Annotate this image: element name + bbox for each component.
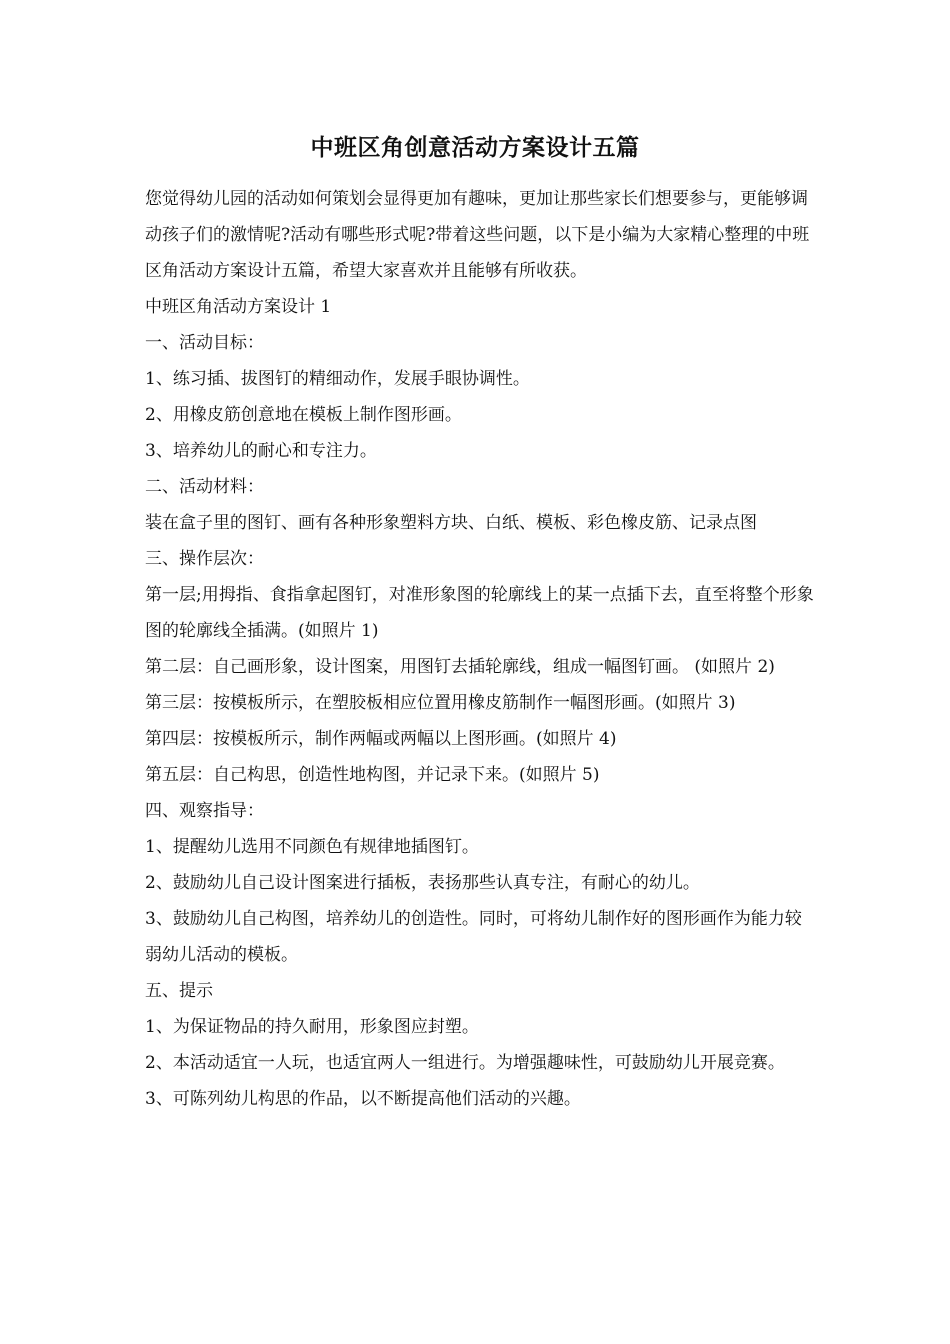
heading-observation-guidance: 四、观察指导： xyxy=(145,801,264,821)
heading-activity-goals: 一、活动目标： xyxy=(145,333,264,353)
intro-paragraph: 您觉得幼儿园的活动如何策划会显得更加有趣味，更加让那些家长们想要参与，更能够调动孩子们的激情呢?活动有哪些形式呢?带着这些问题，以下是小编为大家精心整理的中班区角活动方案设计五篇，希望大家喜欢并且能够有所收获。 xyxy=(145,189,810,281)
tip-item-2: 2、本活动适宜一人玩，也适宜两人一组进行。为增强趣味性，可鼓励幼儿开展竞赛。 xyxy=(145,1053,785,1073)
document-title: 中班区角创意活动方案设计五篇 xyxy=(310,134,640,161)
goal-item-1: 1、练习插、拔图钉的精细动作，发展手眼协调性。 xyxy=(145,369,530,389)
tip-item-1: 1、为保证物品的持久耐用，形象图应封塑。 xyxy=(145,1017,479,1037)
level-item-1: 第一层;用拇指、食指拿起图钉，对准形象图的轮廓线上的某一点插下去，直至将整个形象图的轮廓线全插满。(如照片 1) xyxy=(145,585,814,641)
guidance-item-1: 1、提醒幼儿选用不同颜色有规律地插图钉。 xyxy=(145,837,479,857)
heading-tips: 五、提示 xyxy=(145,981,213,1001)
goal-item-3: 3、培养幼儿的耐心和专注力。 xyxy=(145,441,377,461)
heading-operation-levels: 三、操作层次： xyxy=(145,549,264,569)
guidance-item-3: 3、鼓励幼儿自己构图，培养幼儿的创造性。同时，可将幼儿制作好的图形画作为能力较弱幼儿活动的模板。 xyxy=(145,909,802,965)
heading-activity-materials: 二、活动材料： xyxy=(145,477,264,497)
level-item-2: 第二层：自己画形象，设计图案，用图钉去插轮廓线，组成一幅图钉画。 (如照片 2) xyxy=(145,657,775,677)
goal-item-2: 2、用橡皮筋创意地在模板上制作图形画。 xyxy=(145,405,462,425)
section-heading-design-1: 中班区角活动方案设计 1 xyxy=(145,297,332,317)
tip-item-3: 3、可陈列幼儿构思的作品，以不断提高他们活动的兴趣。 xyxy=(145,1089,581,1109)
materials-paragraph: 装在盒子里的图钉、画有各种形象塑料方块、白纸、模板、彩色橡皮筋、记录点图 xyxy=(145,513,757,533)
level-item-4: 第四层：按模板所示，制作两幅或两幅以上图形画。(如照片 4) xyxy=(145,729,617,749)
level-item-3: 第三层：按模板所示，在塑胶板相应位置用橡皮筋制作一幅图形画。(如照片 3) xyxy=(145,693,736,713)
document-body xyxy=(145,181,817,1117)
level-item-5: 第五层：自己构思，创造性地构图，并记录下来。(如照片 5) xyxy=(145,765,600,785)
guidance-item-2: 2、鼓励幼儿自己设计图案进行插板，表扬那些认真专注，有耐心的幼儿。 xyxy=(145,873,700,893)
